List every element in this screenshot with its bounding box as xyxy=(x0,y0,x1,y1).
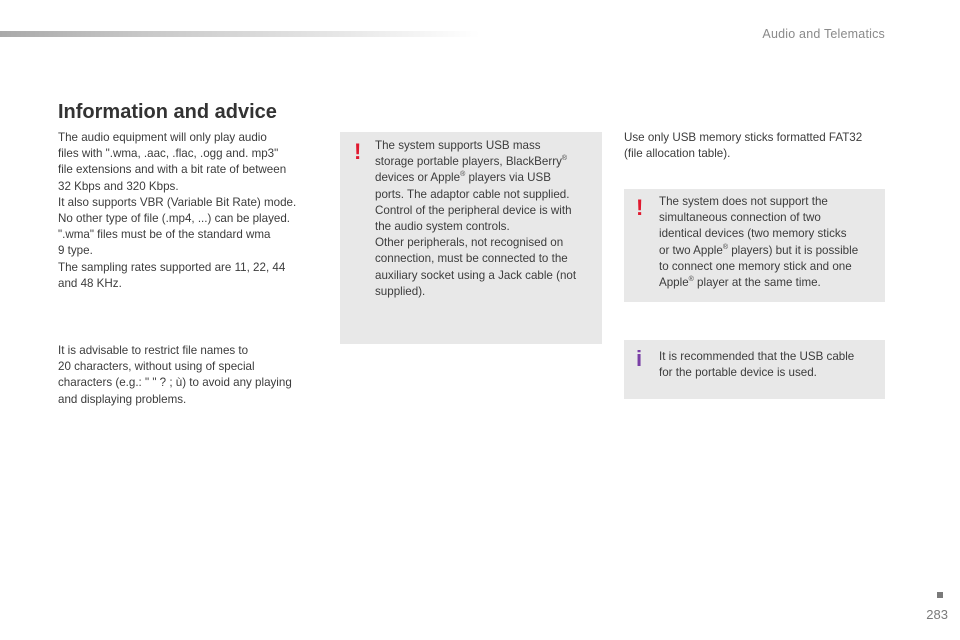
page-number: 283 xyxy=(926,607,948,622)
text-line: supplied). xyxy=(375,284,426,298)
registered-mark: ® xyxy=(688,276,694,284)
exclamation-icon: ! xyxy=(354,139,362,164)
text-line: The system supports USB mass xyxy=(375,139,541,152)
usb-cable-info-box xyxy=(624,340,885,399)
page-title: Information and advice xyxy=(58,101,277,123)
text-line: for the portable device is used. xyxy=(659,366,817,380)
text-line: files with ".wma, .aac, .flac, .ogg and. mp3" xyxy=(58,147,279,161)
text-line: ports. The adaptor cable not supplied. xyxy=(375,187,570,201)
text-line: to connect one memory stick and one xyxy=(659,259,852,273)
text-line: and 48 KHz. xyxy=(58,276,122,290)
text-line: storage portable players, BlackBerry® xyxy=(375,155,568,169)
text-line: Control of the peripheral device is with xyxy=(375,203,572,217)
registered-mark: ® xyxy=(561,155,568,163)
text-line: the audio system controls. xyxy=(375,220,510,234)
text-line: simultaneous connection of two xyxy=(659,211,821,225)
text-line: characters (e.g.: " " ? ; ù) to avoid any playing xyxy=(58,376,292,390)
text-line: auxiliary socket using a Jack cable (not xyxy=(375,268,577,282)
exclamation-icon: ! xyxy=(636,195,644,220)
text-line: It also supports VBR (Variable Bit Rate) mode. xyxy=(58,195,297,209)
usb-file-format-paragraph xyxy=(58,130,320,292)
text-line: It is recommended that the USB cable xyxy=(659,350,855,363)
text-line: No other type of file (.mp4, ...) can be played. xyxy=(58,212,290,226)
text-line: Use only USB memory sticks formatted FAT32 xyxy=(624,131,863,144)
text-line: 20 characters, without using of special xyxy=(58,360,255,374)
text-line: The sampling rates supported are 11, 22, 44 xyxy=(58,260,286,274)
info-icon: i xyxy=(636,346,643,371)
text-line: It is advisable to restrict file names to xyxy=(58,344,249,357)
text-line: The audio equipment will only play audio xyxy=(58,131,267,144)
header-gradient-bar xyxy=(0,31,480,37)
text-line: or two Apple® players) but it is possible xyxy=(659,243,859,257)
text-line: identical devices (two memory sticks xyxy=(659,227,847,241)
text-line: Other peripherals, not recognised on xyxy=(375,236,564,250)
text-line: (file allocation table). xyxy=(624,147,731,161)
text-line: 9 type. xyxy=(58,244,93,258)
text-line: The system does not support the xyxy=(659,195,828,208)
page-marker xyxy=(937,592,943,598)
section-header: Audio and Telematics xyxy=(762,27,885,41)
simultaneous-connection-warning-box xyxy=(624,189,885,302)
text-line: connection, must be connected to the xyxy=(375,252,568,266)
registered-mark: ® xyxy=(460,171,466,179)
text-line: Apple® player at the same time. xyxy=(659,276,821,290)
text-line: ".wma" files must be of the standard wma xyxy=(58,228,271,242)
file-name-advice-paragraph xyxy=(58,343,320,408)
usb-devices-warning-box xyxy=(340,132,602,344)
registered-mark: ® xyxy=(722,243,728,251)
text-line: 32 Kbps and 320 Kbps. xyxy=(58,179,179,193)
text-line: file extensions and with a bit rate of between xyxy=(58,163,287,177)
text-line: devices or Apple® players via USB xyxy=(375,171,551,185)
text-line: and displaying problems. xyxy=(58,392,187,406)
fat32-paragraph xyxy=(624,130,886,162)
